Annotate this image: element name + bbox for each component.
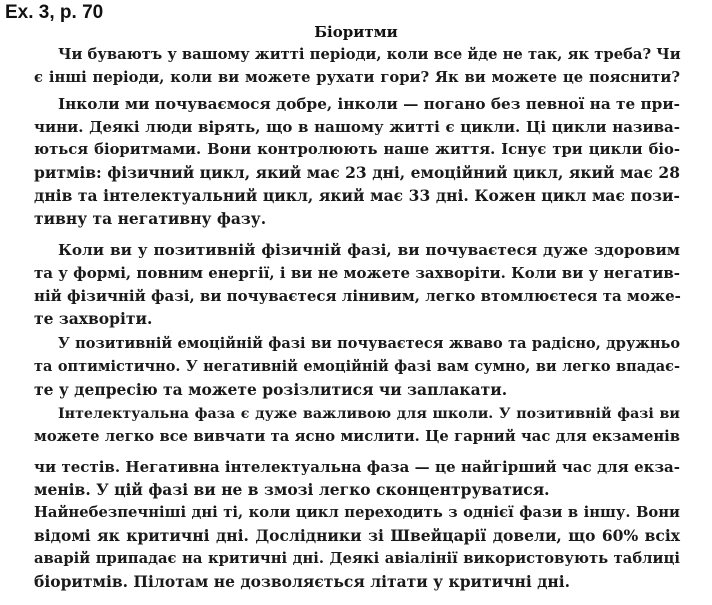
- paragraph-line: аварій припадає на критичні дні. Деякі авіалінії використовують таблиці: [34, 550, 680, 567]
- paragraph-line: чи тестів. Негативна інтелектуальна фаза — це найгірший час для екза-: [34, 458, 680, 476]
- article-title: Біоритми: [314, 23, 398, 41]
- paragraph-line: ються біоритмами. Вони контролюють наше життя. Існує три цикли біо-: [34, 141, 680, 158]
- paragraph-line: чини. Деякі люди вірять, що в нашому житті є цикли. Ці цикли назива-: [34, 118, 680, 136]
- paragraph-line: менів. У цій фазі ви не в змозі легко сконцентруватися.: [34, 480, 550, 499]
- paragraph-line: та у формі, повним енергії, і ви не можете захворіти. Коли ви у негатив-: [34, 264, 680, 282]
- paragraph-line: біоритмів. Пілотам не дозволяється літати у критичні дні.: [34, 572, 571, 591]
- paragraph-line: Найнебезпечніші дні ті, коли цикл переходить з однієї фази в іншу. Вони: [34, 504, 680, 521]
- paragraph-line: є інші періоди, коли ви можете рухати гори? Як ви можете це пояснити?: [34, 69, 680, 86]
- paragraph-line: Інтелектуальна фаза є дуже важливою для школи. У позитивній фазі ви: [58, 406, 680, 422]
- paragraph-line: Інколи ми почуваємося добре, інколи — погано без певної на те при-: [58, 95, 680, 113]
- paragraph-line: днів та інтелектуальний цикл, який має 33 дні. Кожен цикл має пози-: [34, 186, 680, 205]
- paragraph-line: Чи буваютъ у вашому житті періоди, коли все йде не так, як треба? Чи: [58, 46, 681, 63]
- paragraph-line: тивну та негативну фазу.: [34, 209, 267, 228]
- exercise-reference: Ex. 3, p. 70: [5, 2, 104, 23]
- paragraph-line: ритмів: фізичний цикл, який має 23 дні, емоційний цикл, який має 28: [34, 163, 680, 182]
- paragraph-line: відомі як критичні дні. Дослідники зі Швейцарії довели, що 60% всіх: [34, 526, 680, 545]
- paragraph-line: можете легко все вивчати та ясно мислити. Це гарний час для екзаменів: [34, 428, 680, 445]
- paragraph-line: та оптимістично. У негативній емоційній фазі вам сумно, ви легко впадає-: [34, 358, 680, 375]
- paragraph-line: Коли ви у позитивній фізичній фазі, ви почуваєтеся дуже здоровим: [58, 241, 680, 259]
- paragraph-line: У позитивній емоційній фазі ви почуваєтеся жваво та радісно, дружньо: [58, 335, 680, 352]
- paragraph-line: те захворіти.: [34, 309, 153, 328]
- paragraph-line: те у депресію та можете розізлитися чи заплакати.: [34, 380, 508, 399]
- paragraph-line: ній фізичній фазі, ви почуваєтеся лінивим, легко втомлюєтеся та може-: [34, 287, 681, 305]
